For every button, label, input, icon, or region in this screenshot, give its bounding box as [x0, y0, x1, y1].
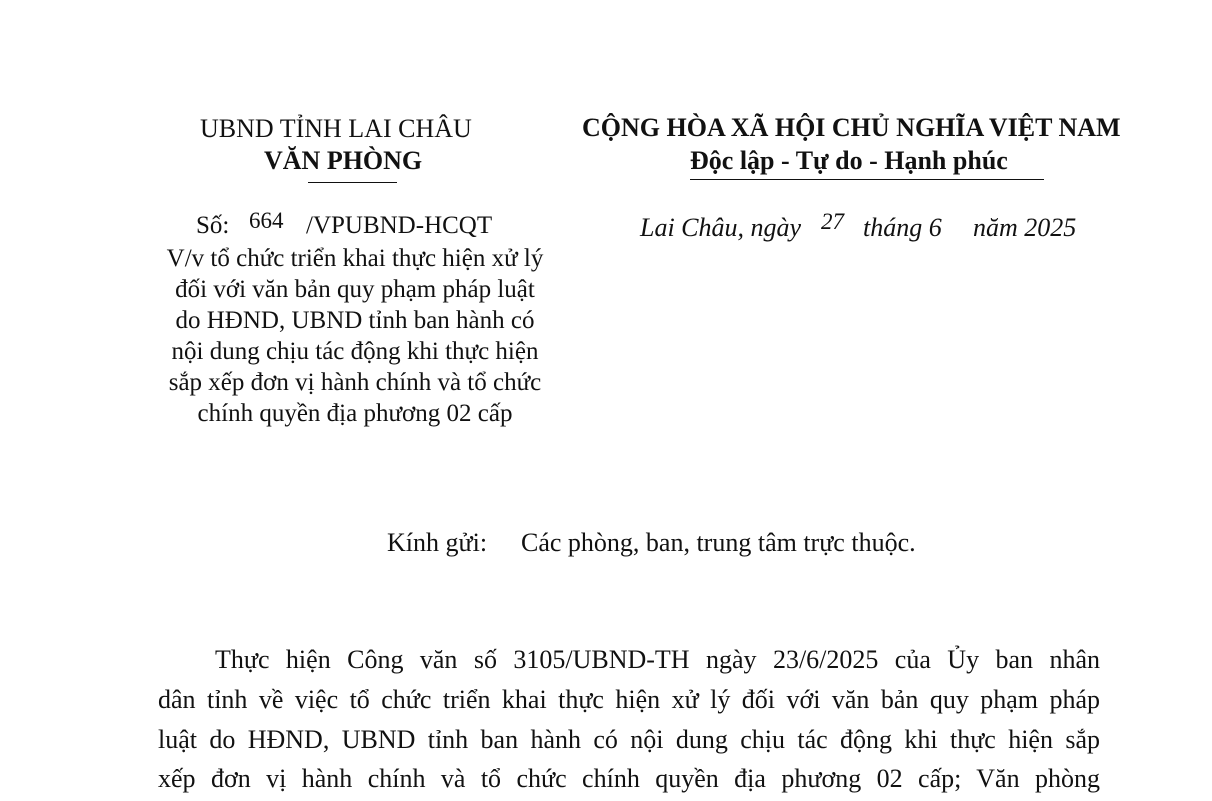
- national-motto: Độc lập - Tự do - Hạnh phúc: [690, 146, 1008, 175]
- subject-line: sắp xếp đơn vị hành chính và tổ chức: [168, 369, 542, 396]
- document-number-suffix: /VPUBND-HCQT: [306, 212, 493, 239]
- date-day: 27: [821, 209, 844, 234]
- body-line: xếp đơn vị hành chính và tổ chức chính quyền địa phương 02 cấp; Văn phòng: [158, 764, 1100, 793]
- document-subject: [140, 243, 570, 429]
- subject-line: đối với văn bản quy phạm pháp luật: [175, 276, 535, 303]
- recipient-value: Các phòng, ban, trung tâm trực thuộc.: [521, 528, 916, 557]
- date-year: năm 2025: [973, 213, 1077, 242]
- issuing-agency: VĂN PHÒNG: [264, 146, 423, 175]
- national-title: CỘNG HÒA XÃ HỘI CHỦ NGHĨA VIỆT NAM: [582, 113, 1121, 142]
- agency-underline: [308, 182, 397, 183]
- document-number-label: Số:: [196, 212, 230, 239]
- date-month: tháng 6: [863, 213, 942, 242]
- motto-underline: [690, 179, 1044, 180]
- body-line: dân tỉnh về việc tổ chức triển khai thực hiện xử lý đối với văn bản quy phạm pháp: [158, 685, 1100, 714]
- subject-line: V/v tổ chức triển khai thực hiện xử lý: [166, 245, 544, 272]
- body-line: luật do HĐND, UBND tỉnh ban hành có nội dung chịu tác động khi thực hiện sắp: [158, 725, 1100, 754]
- body-line: Thực hiện Công văn số 3105/UBND-TH ngày 23/6/2025 của Ủy ban nhân: [215, 645, 1100, 674]
- issuing-agency-parent: UBND TỈNH LAI CHÂU: [200, 114, 472, 143]
- subject-line: chính quyền địa phương 02 cấp: [197, 400, 513, 427]
- recipient-label: Kính gửi:: [387, 528, 488, 557]
- subject-line: do HĐND, UBND tỉnh ban hành có: [175, 307, 535, 334]
- subject-line: nội dung chịu tác động khi thực hiện: [171, 338, 539, 365]
- date-place: Lai Châu, ngày: [640, 213, 802, 242]
- document-number-value: 664: [249, 208, 284, 233]
